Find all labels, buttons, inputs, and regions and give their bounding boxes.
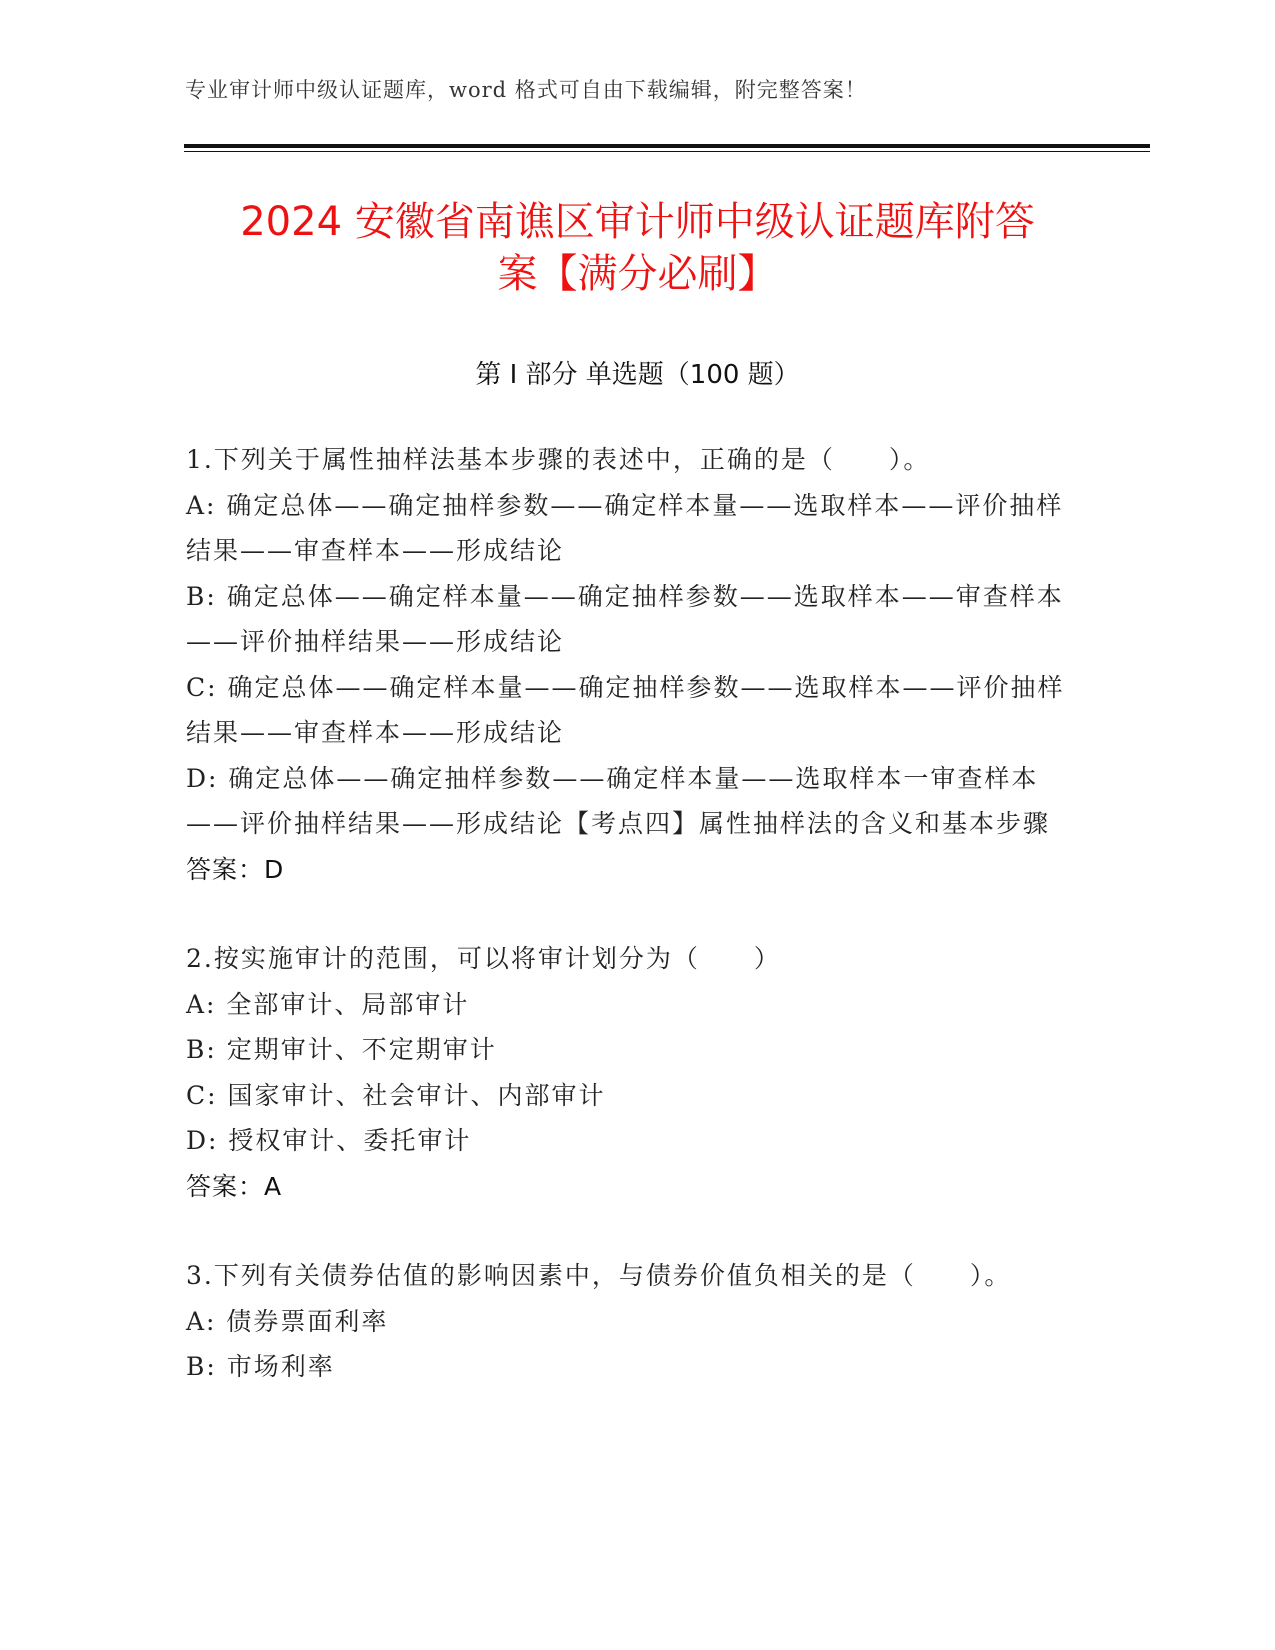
option-b: B: 市场利率 bbox=[186, 1352, 335, 1381]
question-3 bbox=[186, 1253, 1066, 1390]
document-title-line-1: 2024 安徽省南谯区审计师中级认证题库附答 bbox=[240, 199, 1035, 245]
option-c: C: 国家审计、社会审计、内部审计 bbox=[186, 1080, 606, 1110]
header-rule-thin bbox=[184, 151, 1150, 152]
option-a: A: 全部审计、局部审计 bbox=[186, 989, 470, 1019]
option-a: A: 确定总体——确定抽样参数——确定样本量——选取样本——评价抽样结果——审查样本——形成结论 bbox=[186, 490, 1064, 565]
question-list bbox=[186, 437, 1066, 1434]
option-d: D: 授权审计、委托审计 bbox=[186, 1126, 472, 1155]
section-heading: 第 I 部分 单选题（100 题） bbox=[475, 360, 800, 390]
question-1 bbox=[186, 437, 1066, 892]
option-c: C: 确定总体——确定样本量——确定抽样参数——选取样本——评价抽样结果——审查样本——形成结论 bbox=[186, 672, 1065, 747]
option-d: D: 确定总体——确定抽样参数——确定样本量——选取样本一审查样本——评价抽样结果——形成结论【考点四】属性抽样法的含义和基本步骤 bbox=[186, 763, 1051, 838]
question-stem: 3.下列有关债券估值的影响因素中，与债券价值负相关的是（ ）。 bbox=[186, 1261, 1012, 1290]
question-stem: 2.按实施审计的范围，可以将审计划分为（ ） bbox=[186, 944, 781, 973]
document-title bbox=[160, 196, 1115, 300]
option-b: B: 定期审计、不定期审计 bbox=[186, 1035, 497, 1064]
answer: 答案：A bbox=[186, 1171, 283, 1201]
question-stem: 1.下列关于属性抽样法基本步骤的表述中，正确的是（ ）。 bbox=[186, 445, 931, 474]
question-2 bbox=[186, 936, 1066, 1209]
option-b: B: 确定总体——确定样本量——确定抽样参数——选取样本——审查样本——评价抽样结果——形成结论 bbox=[186, 581, 1064, 656]
answer: 答案：D bbox=[186, 854, 285, 884]
option-a: A: 债券票面利率 bbox=[186, 1306, 389, 1336]
document-title-line-2: 案【满分必刷】 bbox=[497, 251, 778, 297]
header-note: 专业审计师中级认证题库，word 格式可自由下载编辑，附完整答案！ bbox=[185, 78, 867, 102]
header-rule-thick bbox=[184, 144, 1150, 148]
